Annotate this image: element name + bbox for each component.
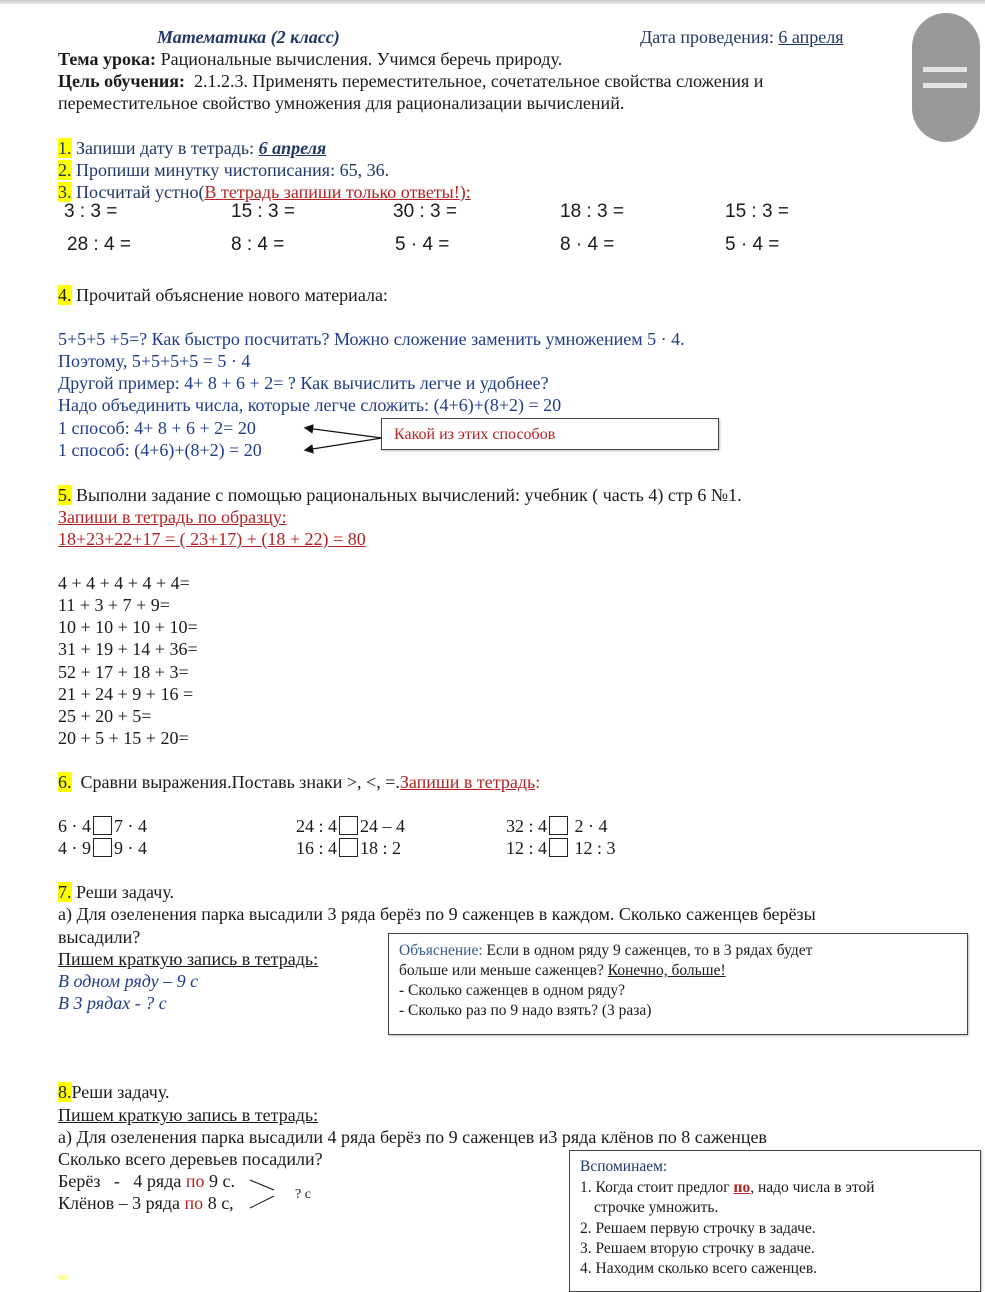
callout-text: Если в одном ряду 9 саженцев, то в 3 рядах будет bbox=[486, 942, 813, 959]
left-expr: 24 : 4 bbox=[296, 816, 338, 836]
record-text: 9 с. bbox=[204, 1171, 235, 1191]
callout-text: больше или меньше саженцев? bbox=[399, 962, 604, 979]
oral-expr: 8 · 4 = bbox=[560, 234, 615, 255]
task-1-line bbox=[58, 137, 326, 159]
preposition-po: по bbox=[185, 1171, 205, 1191]
task-text: Выполни задание с помощью рациональных вычислений: учебник ( часть 4) стр 6 №1. bbox=[76, 485, 742, 505]
reminder-callout bbox=[569, 1150, 981, 1292]
oral-expr: 5 · 4 = bbox=[395, 234, 450, 255]
short-record-label: Пишем краткую запись в тетрадь: bbox=[58, 1105, 319, 1125]
right-expr: 18 : 2 bbox=[360, 838, 402, 858]
goal-line-1: 2.1.2.3. Применять переместительное, сочетательное свойства сложения и bbox=[194, 71, 764, 91]
callout-item: 3. Решаем вторую строчку в задаче. bbox=[580, 1240, 815, 1257]
exercise: 31 + 19 + 14 + 36= bbox=[58, 639, 198, 659]
task-number: 1. bbox=[58, 138, 72, 158]
callout-label: Объяснение: bbox=[399, 942, 483, 959]
birch-record bbox=[58, 1170, 235, 1192]
problem-line: а) Для озеленения парка высадили 3 ряда берёз по 9 саженцев в каждом. Сколько саженцев берёзы bbox=[58, 904, 816, 924]
question-total: ? с bbox=[295, 1187, 311, 1202]
brace-lines-icon bbox=[248, 1176, 278, 1212]
exercise: 52 + 17 + 18 + 3= bbox=[58, 662, 189, 682]
compare-pair bbox=[506, 815, 608, 837]
subject-title: Математика (2 класс) bbox=[157, 27, 340, 47]
record-text: Клёнов – 3 ряда bbox=[58, 1193, 185, 1213]
date-label-text: Дата проведения: bbox=[640, 27, 774, 47]
preposition-po: по bbox=[733, 1179, 751, 1196]
task-text: Реши задачу. bbox=[76, 882, 175, 902]
callout-emphasis: Конечно, больше! bbox=[607, 962, 726, 979]
exercise: 21 + 24 + 9 + 16 = bbox=[58, 684, 194, 704]
task-number: 6. bbox=[58, 772, 72, 792]
problem-line: а) Для озеленения парка высадили 4 ряда берёз по 9 саженцев и3 ряда клёнов по 8 саженцев bbox=[58, 1127, 767, 1147]
goal-label: Цель обучения: bbox=[58, 71, 186, 91]
task-2-line bbox=[58, 159, 389, 181]
answer-box[interactable] bbox=[549, 816, 568, 835]
arrows-icon bbox=[298, 420, 384, 460]
task-text: Реши задачу. bbox=[71, 1082, 170, 1102]
method-callout bbox=[381, 418, 719, 450]
task-7-heading bbox=[58, 881, 174, 903]
compare-pair bbox=[58, 837, 147, 859]
exercise: 20 + 5 + 15 + 20= bbox=[58, 728, 189, 748]
topic-label: Тема урока: bbox=[58, 49, 157, 69]
right-expr: 2 · 4 bbox=[574, 816, 608, 836]
date-label bbox=[640, 26, 844, 48]
scroll-menu-button[interactable] bbox=[912, 13, 980, 142]
callout-item bbox=[580, 1178, 875, 1198]
exercise: 25 + 20 + 5= bbox=[58, 706, 152, 726]
task-text: Посчитай устно( bbox=[76, 182, 205, 202]
task-text: Сравни выражения.Поставь знаки >, <, =. bbox=[80, 772, 400, 792]
menu-lines-icon bbox=[923, 67, 967, 72]
task-6-heading bbox=[58, 771, 540, 793]
menu-lines-icon bbox=[923, 83, 967, 88]
task-number: 2. bbox=[58, 160, 72, 180]
explanation-line: Надо объединить числа, которые легче сложить: (4+6)+(8+2) = 20 bbox=[58, 395, 562, 415]
problem-line: высадили? bbox=[58, 927, 141, 947]
task-5-heading bbox=[58, 484, 742, 506]
date-answer: 6 апреля bbox=[258, 138, 327, 158]
preposition-po: по bbox=[184, 1193, 204, 1213]
problem-line: Сколько всего деревьев посадили? bbox=[58, 1149, 323, 1169]
answer-box[interactable] bbox=[93, 838, 112, 857]
explanation-callout bbox=[388, 933, 968, 1035]
oral-expr: 5 · 4 = bbox=[725, 234, 780, 255]
next-task-number bbox=[58, 1275, 68, 1280]
viewer-top-border bbox=[0, 0, 985, 4]
sample-label: Запиши в тетрадь по образцу: bbox=[58, 507, 287, 527]
right-expr: 24 – 4 bbox=[360, 816, 406, 836]
callout-item: строчке умножить. bbox=[594, 1199, 719, 1216]
callout-line: - Сколько саженцев в одном ряду? bbox=[399, 982, 626, 999]
explanation-line: Поэтому, 5+5+5+5 = 5 · 4 bbox=[58, 351, 251, 371]
date-value: 6 апреля bbox=[778, 27, 844, 47]
oral-expr: 15 : 3 = bbox=[231, 201, 295, 222]
callout-line: - Сколько раз по 9 надо взять? (3 раза) bbox=[399, 1002, 652, 1019]
explanation-line: Другой пример: 4+ 8 + 6 + 2= ? Как вычислить легче и удобнее? bbox=[58, 373, 549, 393]
oral-expr: 3 : 3 = bbox=[64, 201, 118, 222]
sample-expression: 18+23+22+17 = ( 23+17) + (18 + 22) = 80 bbox=[58, 529, 366, 549]
item-text: 1. Когда стоит предлог bbox=[580, 1179, 734, 1196]
short-record-line: В 3 рядах - ? с bbox=[58, 993, 167, 1013]
task-8-heading bbox=[58, 1081, 170, 1103]
short-record-label: Пишем краткую запись в тетрадь: bbox=[58, 949, 319, 969]
right-expr: 12 : 3 bbox=[574, 838, 616, 858]
compare-pair bbox=[506, 837, 616, 859]
callout-item: 2. Решаем первую строчку в задаче. bbox=[580, 1220, 816, 1237]
task-note: В тетрадь запиши только ответы!): bbox=[204, 182, 471, 202]
item-text: , надо числа в этой bbox=[750, 1179, 875, 1196]
oral-expr: 8 : 4 = bbox=[231, 234, 285, 255]
task-number: 5. bbox=[58, 485, 72, 505]
left-expr: 12 : 4 bbox=[506, 838, 548, 858]
maple-record bbox=[58, 1192, 234, 1214]
lesson-topic bbox=[58, 48, 562, 70]
oral-expr: 15 : 3 = bbox=[725, 201, 789, 222]
answer-box[interactable] bbox=[339, 816, 358, 835]
callout-line bbox=[399, 961, 726, 981]
exercise: 11 + 3 + 7 + 9= bbox=[58, 595, 170, 615]
callout-item: 4. Находим сколько всего саженцев. bbox=[580, 1260, 818, 1277]
explanation-line: 5+5+5 +5=? Как быстро посчитать? Можно сложение заменить умножением 5 · 4. bbox=[58, 329, 685, 349]
oral-expr: 30 : 3 = bbox=[393, 201, 457, 222]
task-colon: : bbox=[535, 772, 541, 792]
task-note: Запиши в тетрадь bbox=[399, 772, 536, 792]
record-text: 8 с, bbox=[203, 1193, 234, 1213]
left-expr: 6 · 4 bbox=[58, 816, 91, 836]
answer-box[interactable] bbox=[93, 816, 112, 835]
left-expr: 4 · 9 bbox=[58, 838, 91, 858]
task-number: 7. bbox=[58, 882, 72, 902]
goal-line-2: переместительное свойство умножения для рационализации вычислений. bbox=[58, 93, 625, 113]
right-expr: 7 · 4 bbox=[114, 816, 147, 836]
right-expr: 9 · 4 bbox=[114, 838, 147, 858]
task-text: Запиши дату в тетрадь: bbox=[76, 138, 255, 158]
left-expr: 16 : 4 bbox=[296, 838, 338, 858]
oral-expr: 18 : 3 = bbox=[560, 201, 624, 222]
task-number: 3. bbox=[58, 182, 72, 202]
task-number: 4. bbox=[58, 285, 72, 305]
compare-pair bbox=[58, 815, 147, 837]
answer-box[interactable] bbox=[549, 838, 568, 857]
task-text: Пропиши минутку чистописания: 65, 36. bbox=[76, 160, 390, 180]
lesson-goal bbox=[58, 70, 763, 92]
answer-box[interactable] bbox=[339, 838, 358, 857]
short-record-line: В одном ряду – 9 с bbox=[58, 971, 199, 991]
method-1-line: 1 способ: 4+ 8 + 6 + 2= 20 bbox=[58, 418, 256, 438]
task-4-heading bbox=[58, 284, 388, 306]
callout-text: Какой из этих способов bbox=[394, 426, 556, 443]
record-text: Берёз - 4 ряда bbox=[58, 1171, 186, 1191]
task-text: Прочитай объяснение нового материала: bbox=[76, 285, 388, 305]
oral-expr: 28 : 4 = bbox=[67, 234, 131, 255]
task-number: 8. bbox=[58, 1082, 72, 1102]
method-2-line: 1 способ: (4+6)+(8+2) = 20 bbox=[58, 440, 262, 460]
callout-line bbox=[399, 941, 812, 961]
topic-value: Рациональные вычисления. Учимся беречь природу. bbox=[160, 49, 563, 69]
left-expr: 32 : 4 bbox=[506, 816, 548, 836]
exercise: 4 + 4 + 4 + 4 + 4= bbox=[58, 573, 190, 593]
callout-title: Вспоминаем: bbox=[580, 1158, 668, 1175]
compare-pair bbox=[296, 815, 405, 837]
compare-pair bbox=[296, 837, 401, 859]
exercise: 10 + 10 + 10 + 10= bbox=[58, 617, 198, 637]
